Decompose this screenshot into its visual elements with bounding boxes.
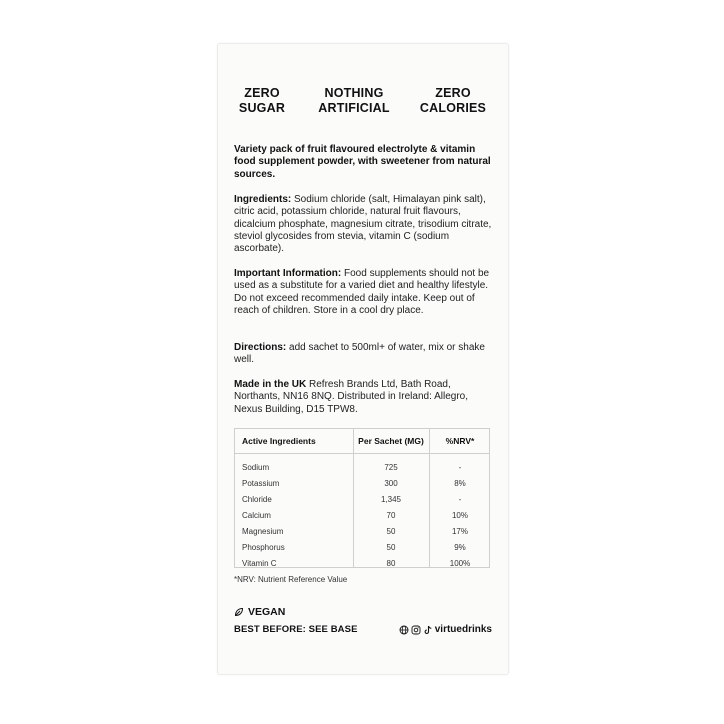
ingredients-text: Sodium chloride (salt, Himalayan pink salt), citric acid, potassium chloride, natural fruit flavours, dicalcium phosphate, magnesium citrate, trisodium citrate, steviol glycosides from stevia, vitamin C (sodium ascorbate). (234, 194, 492, 255)
cell-mg: 80 (386, 559, 396, 568)
claim-line: NOTHING (324, 86, 384, 100)
claim-zero-calories (411, 86, 495, 116)
manufacturer-label: Made in the UK (234, 379, 307, 390)
vegan-label: VEGAN (248, 606, 286, 618)
instagram-icon (411, 625, 421, 635)
product-description: Variety pack of fruit flavoured electrolyte & vitamin food supplement powder, with sweetener from natural sources. (234, 144, 491, 180)
table-header-divider (235, 453, 489, 454)
table-row (235, 511, 489, 527)
best-before: BEST BEFORE: SEE BASE (234, 624, 358, 635)
important-info-label: Important Information: (234, 268, 342, 279)
cell-nrv: 100% (449, 559, 471, 568)
vegan-badge (234, 606, 285, 618)
tiktok-icon (423, 625, 433, 635)
cell-mg: 725 (384, 463, 398, 472)
social-row (399, 624, 492, 635)
important-info-section (234, 268, 496, 317)
directions-label: Directions: (234, 342, 287, 353)
claim-line: ARTIFICIAL (318, 101, 390, 115)
table-header-nrv: %NRV* (445, 436, 475, 446)
table-row (235, 463, 489, 479)
cell-ingredient: Calcium (242, 511, 271, 520)
cell-ingredient: Vitamin C (242, 559, 277, 568)
cell-ingredient: Magnesium (242, 527, 284, 536)
cell-mg: 1,345 (380, 495, 402, 504)
leaf-icon (234, 607, 244, 617)
cell-ingredient: Potassium (242, 479, 280, 488)
cell-nrv: 17% (451, 527, 468, 536)
claims-row (218, 86, 508, 126)
nutrition-table (234, 428, 490, 568)
cell-nrv: - (458, 495, 462, 504)
cell-nrv: 8% (454, 479, 466, 488)
claim-line: ZERO (435, 86, 471, 100)
manufacturer-section (234, 379, 496, 416)
claim-line: CALORIES (419, 101, 487, 115)
ingredients-section (234, 194, 496, 255)
table-row (235, 479, 489, 495)
table-header-per-sachet: Per Sachet (MG) (358, 436, 424, 446)
table-row (235, 527, 489, 543)
claim-zero-sugar (236, 86, 288, 116)
table-row (235, 495, 489, 511)
claim-line: ZERO (244, 86, 280, 100)
product-label-card (217, 43, 509, 675)
cell-mg: 50 (386, 543, 396, 552)
cell-nrv: - (458, 463, 462, 472)
cell-ingredient: Chloride (242, 495, 272, 504)
ingredients-label: Ingredients: (234, 194, 292, 205)
table-row (235, 543, 489, 559)
cell-nrv: 10% (451, 511, 468, 520)
cell-nrv: 9% (454, 543, 466, 552)
cell-ingredient: Phosphorus (242, 543, 285, 552)
globe-icon (399, 625, 409, 635)
manufacturer-text: Refresh Brands Ltd, Bath Road, Northants, NN16 8NQ. Distributed in Ireland: Allegro, Nexus Building, D15 TPW8. (234, 379, 468, 415)
table-row (235, 559, 489, 575)
nrv-footnote: *NRV: Nutrient Reference Value (234, 575, 348, 584)
claim-line: SUGAR (238, 101, 286, 115)
cell-mg: 50 (386, 527, 396, 536)
cell-ingredient: Sodium (242, 463, 270, 472)
directions-section (234, 342, 496, 367)
social-handle: virtuedrinks (434, 624, 492, 635)
claim-nothing-artificial (310, 86, 398, 116)
table-header-ingredient: Active Ingredients (242, 436, 316, 446)
important-info-text: Food supplements should not be used as a substitute for a varied diet and healthy lifestyle. Do not exceed recommended daily intake. Keep out of reach of children. Store in a cool dry place. (234, 268, 490, 316)
cell-mg: 70 (386, 511, 396, 520)
directions-text: add sachet to 500ml+ of water, mix or shake well. (234, 342, 485, 366)
cell-mg: 300 (384, 479, 398, 488)
